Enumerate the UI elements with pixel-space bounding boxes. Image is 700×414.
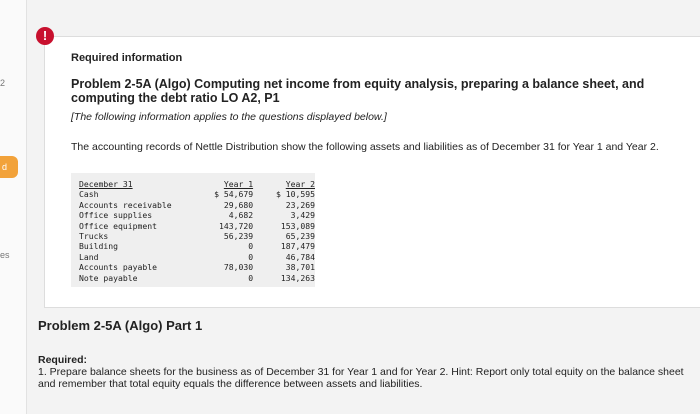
- required-information-card: [44, 36, 700, 308]
- row-label: Office supplies: [79, 210, 153, 221]
- required-label: Required:: [38, 354, 88, 366]
- table-row: [79, 252, 315, 262]
- row-year-2: 3,429: [290, 210, 315, 221]
- row-year-1: 4,682: [228, 210, 254, 221]
- table-row: [79, 241, 315, 251]
- table-header-row: [79, 179, 315, 189]
- header-year-1: Year 1: [223, 179, 254, 189]
- table-row: [79, 273, 315, 283]
- row-label: Accounts receivable: [79, 199, 172, 210]
- sidebar-mark-bottom: es: [0, 250, 10, 260]
- row-year-1: 0: [248, 272, 254, 283]
- row-year-2: 65,239: [285, 231, 315, 242]
- problem-title: Problem 2-5A (Algo) Computing net income from equity analysis, preparing a balance sheet, and computing the debt ratio LO A2, P1: [71, 77, 645, 105]
- table-row: [79, 262, 315, 272]
- row-label: Office equipment: [79, 220, 157, 231]
- row-year-1: 0: [248, 251, 254, 262]
- row-year-2: 46,784: [285, 251, 315, 262]
- row-label: Cash: [79, 189, 99, 200]
- required-information-heading: Required information: [71, 52, 183, 64]
- header-year-2: Year 2: [285, 179, 315, 189]
- row-label: Accounts payable: [79, 262, 157, 273]
- row-label: Land: [79, 251, 99, 262]
- required-text: 1. Prepare balance sheets for the business as of December 31 for Year 1 and for Year 2. Hint: Report only total equity on the balance sheet and remember that total equity equals the difference between assets and liabilities.: [38, 366, 684, 390]
- row-year-1: 143,720: [218, 220, 254, 231]
- accounts-table-box: [71, 173, 315, 287]
- row-year-2: 187,479: [280, 241, 315, 252]
- row-year-1: 56,239: [223, 231, 254, 242]
- header-december: December 31: [79, 179, 133, 189]
- table-row: [79, 200, 315, 210]
- sidebar-tab-label: d: [2, 162, 8, 172]
- table-row: [79, 189, 315, 199]
- instructions-note: [The following information applies to the questions displayed below.]: [71, 111, 387, 123]
- part-title: Problem 2-5A (Algo) Part 1: [38, 318, 203, 333]
- table-row: [79, 231, 315, 241]
- sidebar-tab[interactable]: [0, 156, 18, 178]
- row-label: Building: [79, 241, 118, 252]
- accounts-table: [79, 179, 315, 283]
- table-row: [79, 210, 315, 220]
- row-year-1: 29,680: [223, 199, 254, 210]
- row-label: Note payable: [79, 272, 138, 283]
- row-year-1: $ 54,679: [214, 189, 254, 200]
- row-year-2: $ 10,595: [276, 189, 315, 200]
- alert-icon: !: [36, 27, 54, 45]
- row-year-1: 78,030: [223, 262, 254, 273]
- problem-description: The accounting records of Nettle Distribution show the following assets and liabilities as of December 31 for Year 1 and Year 2.: [71, 141, 659, 153]
- left-sidebar-strip: [0, 0, 27, 414]
- table-row: [79, 221, 315, 231]
- row-year-2: 38,701: [285, 262, 315, 273]
- row-year-2: 153,089: [280, 220, 315, 231]
- sidebar-mark-top: 2: [0, 78, 6, 88]
- row-year-2: 134,263: [280, 272, 315, 283]
- row-label: Trucks: [79, 231, 109, 242]
- row-year-2: 23,269: [285, 199, 315, 210]
- row-year-1: 0: [248, 241, 254, 252]
